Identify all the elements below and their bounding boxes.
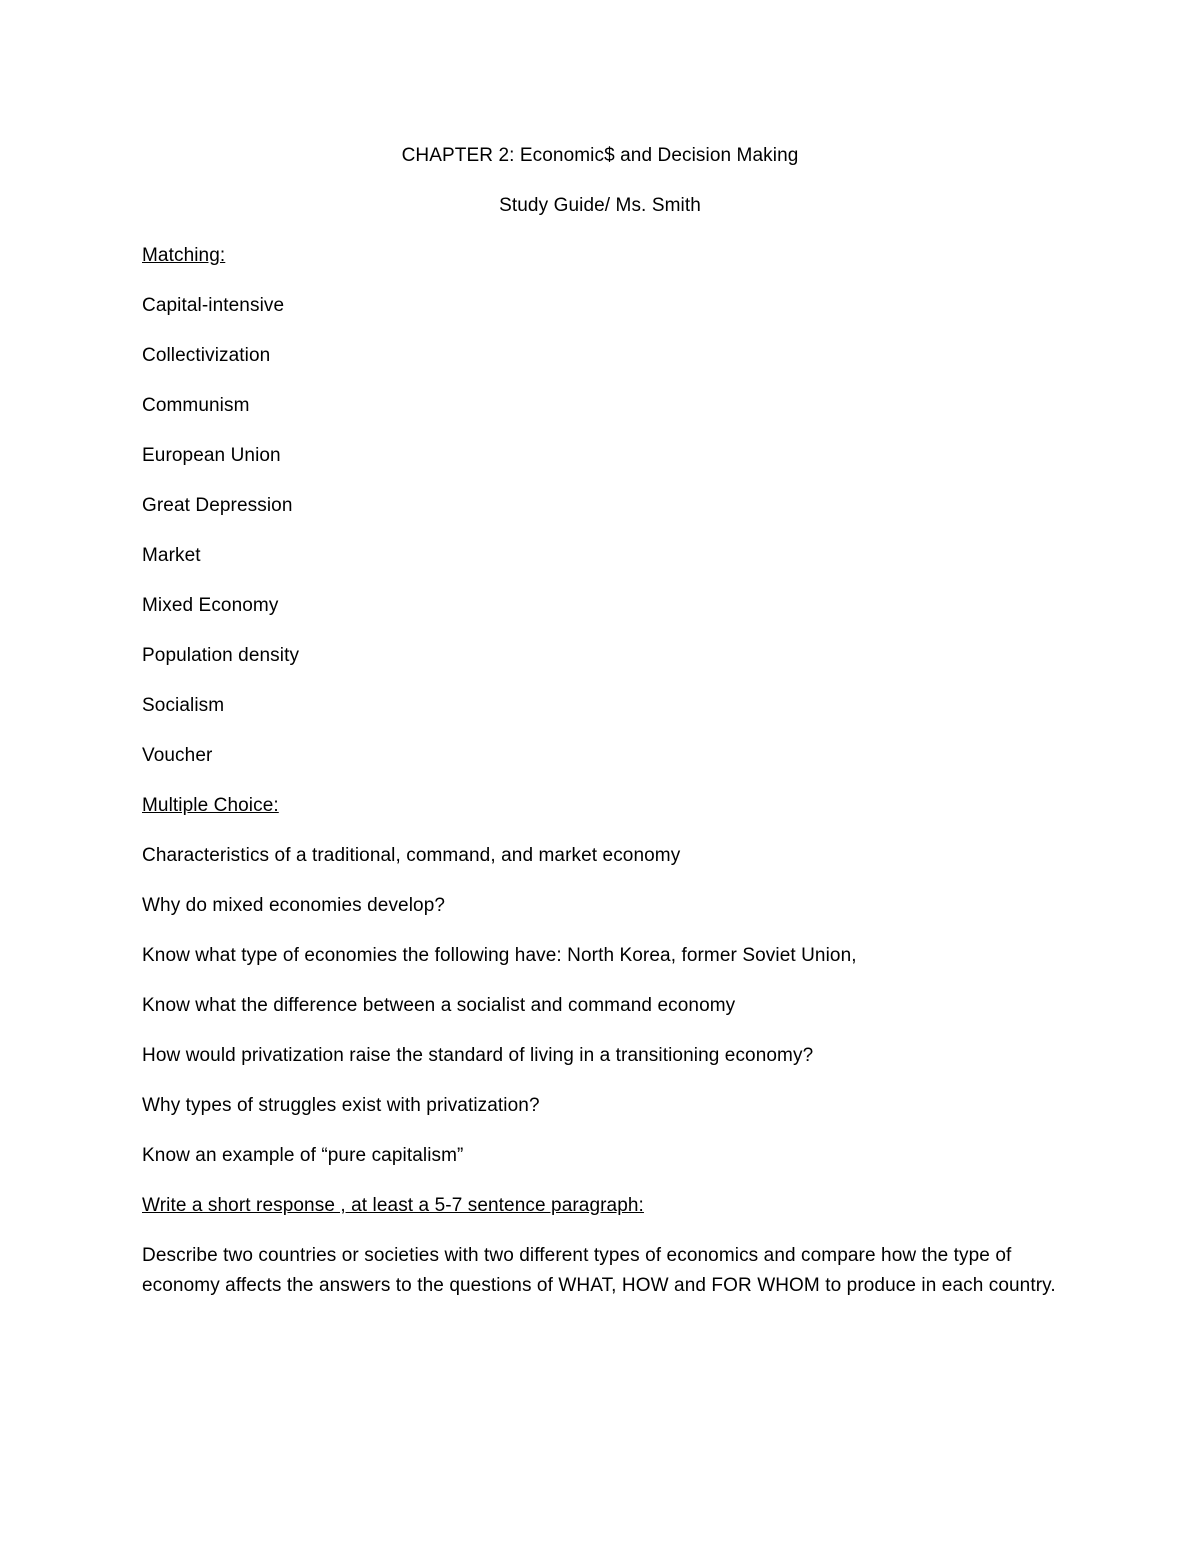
- matching-term: Population density: [142, 645, 300, 666]
- short-response-prompt: Describe two countries or societies with two different types of economics and compare how the type of economy affects the answers to the questions of WHAT, HOW and FOR WHOM to produce in each country.: [142, 1245, 1056, 1296]
- matching-term: Capital-intensive: [142, 295, 285, 316]
- matching-term: Great Depression: [142, 495, 293, 516]
- multiple-choice-item: Characteristics of a traditional, command, and market economy: [142, 845, 681, 866]
- matching-term: Voucher: [142, 745, 213, 766]
- matching-term: Socialism: [142, 695, 225, 716]
- multiple-choice-item: Know what type of economies the following have: North Korea, former Soviet Union,: [142, 945, 857, 966]
- multiple-choice-item: Why do mixed economies develop?: [142, 895, 446, 916]
- matching-heading: Matching:: [142, 245, 226, 266]
- short-response-heading: Write a short response , at least a 5-7 sentence paragraph:: [142, 1195, 644, 1216]
- multiple-choice-item: Know an example of “pure capitalism”: [142, 1145, 464, 1166]
- multiple-choice-item: Why types of struggles exist with privatization?: [142, 1095, 540, 1116]
- matching-term: European Union: [142, 445, 281, 466]
- document-subtitle: Study Guide/ Ms. Smith: [499, 195, 701, 216]
- multiple-choice-heading: Multiple Choice:: [142, 795, 279, 816]
- matching-term: Collectivization: [142, 345, 271, 366]
- matching-term: Communism: [142, 395, 250, 416]
- multiple-choice-item: Know what the difference between a socialist and command economy: [142, 995, 736, 1016]
- document-title: CHAPTER 2: Economic$ and Decision Making: [401, 145, 799, 166]
- matching-term: Mixed Economy: [142, 595, 279, 616]
- multiple-choice-item: How would privatization raise the standard of living in a transitioning economy?: [142, 1045, 814, 1066]
- matching-term: Market: [142, 545, 201, 566]
